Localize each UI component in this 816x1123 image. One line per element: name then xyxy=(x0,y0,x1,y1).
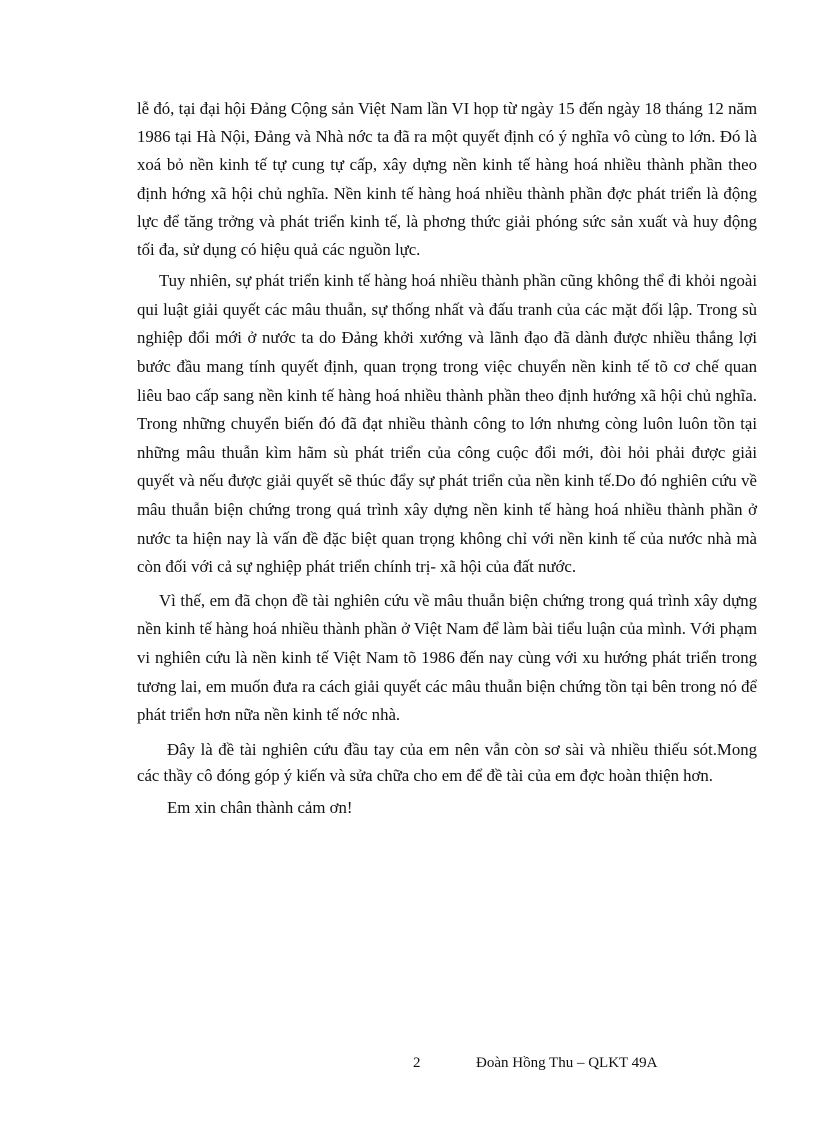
paragraph-4: Đây là đề tài nghiên cứu đầu tay của em nên vẫn còn sơ sài và nhiều thiếu sót.Mong các thầy cô đóng góp ý kiến và sửa chữa cho em để đề tài của em đợc hoàn thiện hơn. xyxy=(137,739,757,785)
footer-author: Đoàn Hồng Thu – QLKT 49A xyxy=(476,1055,658,1071)
page-number: 2 xyxy=(413,1055,421,1071)
paragraph-2: Tuy nhiên, sự phát triển kinh tế hàng hoá nhiều thành phần cũng không thể đi khỏi ngoài qui luật giải quyết các mâu thuẫn, sự thống nhất và đấu tranh của các mặt đối lập. Trong sù nghiệp đổi mới ở nước ta do Đảng khởi xướng và lãnh đạo đã dành được nhiều thắng lợi bước đầu mang tính quyết định, quan trọng trong việc chuyển nền kinh tế tõ cơ chế quan liêu bao cấp sang nền kinh tế hàng hoá nhiều thành phần theo định hướng xã hội chủ nghĩa. Trong những chuyển biến đó đã đạt nhiều thành công to lớn nhưng còng luôn luôn tồn tại những mâu thuẫn kìm hãm sù phát triển của công cuộc đổi mới, đòi hỏi phải được giải quyết và nếu được giải quyết sẽ thúc đẩy sự phát triển của nền kinh tế.Do đó nghiên cứu về mâu thuẫn biện chứng trong quá trình xây dựng nền kinh tế hàng hoá nhiều thành phần ở nước ta hiện nay là vấn đề đặc biệt quan trọng không chỉ với nền kinh tế của nước nhà mà còn đối với cả sự nghiệp phát triển chính trị- xã hội của đất nước. xyxy=(137,271,757,577)
paragraph-3: Vì thế, em đã chọn đề tài nghiên cứu về mâu thuẫn biện chứng trong quá trình xây dựng nền kinh tế hàng hoá nhiều thành phần ở Việt Nam để làm bài tiểu luận của mình. Với phạm vi nghiên cứu là nền kinh tế Việt Nam tõ 1986 đến nay cùng với xu hướng phát triển trong tương lai, em muốn đưa ra cách giải quyết các mâu thuẫn biện chứng tồn tại bên trong nó để phát triển hơn nữa nền kinh tế nớc nhà. xyxy=(137,590,757,725)
paragraph-1: lễ đó, tại đại hội Đảng Cộng sản Việt Nam lần VI họp từ ngày 15 đến ngày 18 tháng 12 năm 1986 tại Hà Nội, Đảng và Nhà nớc ta đã ra một quyết định có ý nghĩa vô cùng to lớn. Đó là xoá bỏ nền kinh tế tự cung tự cấp, xây dựng nền kinh tế hàng hoá nhiều thành phần theo định hớng xã hội chủ nghĩa. Nền kinh tế hàng hoá nhiều thành phần đợc phát triển là động lực để tăng trởng và phát triển kinh tế, là phơng thức giải phóng sức sản xuất và huy động tối đa, sử dụng có hiệu quả các nguồn lực. xyxy=(137,99,757,260)
document-body xyxy=(137,95,757,821)
closing-line: Em xin chân thành cảm ơn! xyxy=(167,797,353,817)
